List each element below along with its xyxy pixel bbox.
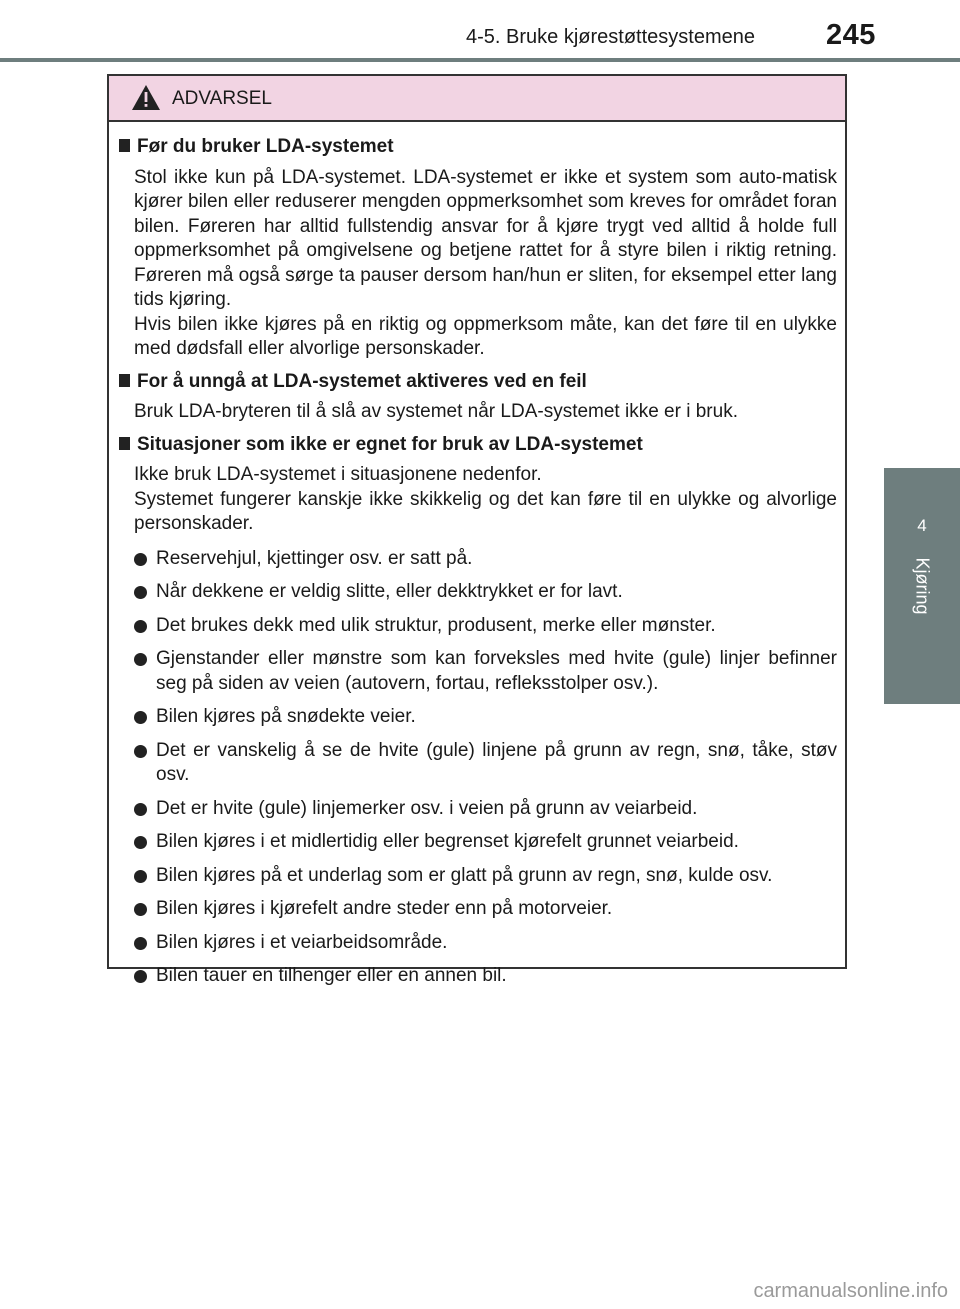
situation-list xyxy=(134,547,837,989)
page-number: 245 xyxy=(826,19,876,51)
warning-section xyxy=(119,433,837,989)
square-bullet-icon xyxy=(119,437,130,450)
bullet-dot-icon xyxy=(134,937,147,950)
section-paragraph: Systemet fungerer kanskje ikke skikkelig og det kan føre til en ulykke og alvorlige personskader. xyxy=(134,488,837,534)
list-item: Bilen kjøres på et underlag som er glatt på grunn av regn, snø, kulde osv. xyxy=(134,864,837,889)
bullet-dot-icon xyxy=(134,970,147,983)
section-paragraph: Stol ikke kun på LDA-systemet. LDA-systemet er ikke et system som auto-matisk kjører bilen eller reduserer mengden oppmerksomhet som kreves for området foran bilen. Føreren har alltid fullstendig ansvar for å kjøre trygt ved alltid å holde full oppmerksomhet på omgivelsene og betjene rattet for å styre bilen i riktig retning. Føreren må også sørge ta pauser dersom han/hun er sliten, for eksempel etter lang tids kjøring. xyxy=(134,166,837,310)
bullet-dot-icon xyxy=(134,870,147,883)
list-item: Reservehjul, kjettinger osv. er satt på. xyxy=(134,547,837,572)
list-item: Det er vanskelig å se de hvite (gule) linjene på grunn av regn, snø, tåke, støv osv. xyxy=(134,739,837,788)
warning-section xyxy=(119,370,837,425)
section-title: Før du bruker LDA-systemet xyxy=(119,135,837,160)
list-item: Bilen kjøres i et veiarbeidsområde. xyxy=(134,931,837,956)
warning-triangle-icon xyxy=(131,84,161,111)
section-paragraph: Ikke bruk LDA-systemet i situasjonene nedenfor. xyxy=(134,464,542,485)
header-divider xyxy=(0,58,960,62)
bullet-dot-icon xyxy=(134,553,147,566)
bullet-dot-icon xyxy=(134,745,147,758)
watermark: carmanualsonline.info xyxy=(753,1280,948,1302)
section-title: For å unngå at LDA-systemet aktiveres ved en feil xyxy=(119,370,837,395)
section-paragraph: Hvis bilen ikke kjøres på en riktig og oppmerksom måte, kan det føre til en ulykke med dødsfall eller alvorlige personskader. xyxy=(134,313,837,359)
chapter-heading: 4-5. Bruke kjørestøttesystemene xyxy=(466,26,755,48)
bullet-dot-icon xyxy=(134,620,147,633)
list-item: Det er hvite (gule) linjemerker osv. i veien på grunn av veiarbeid. xyxy=(134,797,837,822)
bullet-dot-icon xyxy=(134,803,147,816)
chapter-label: Kjøring xyxy=(912,557,933,615)
list-item: Gjenstander eller mønstre som kan forveksles med hvite (gule) linjer befinner seg på siden av veien (autovern, fortau, refleksstolper osv.). xyxy=(134,647,837,696)
list-item: Bilen kjøres i et midlertidig eller begrenset kjørefelt grunnet veiarbeid. xyxy=(134,830,837,855)
bullet-dot-icon xyxy=(134,711,147,724)
square-bullet-icon xyxy=(119,374,130,387)
list-item: Når dekkene er veldig slitte, eller dekktrykket er for lavt. xyxy=(134,580,837,605)
bullet-dot-icon xyxy=(134,836,147,849)
chapter-side-tab xyxy=(884,468,960,704)
warning-body xyxy=(109,122,845,989)
list-item: Det brukes dekk med ulik struktur, produsent, merke eller mønster. xyxy=(134,614,837,639)
warning-box xyxy=(107,74,847,986)
warning-section xyxy=(119,135,837,362)
section-paragraph: Bruk LDA-bryteren til å slå av systemet når LDA-systemet ikke er i bruk. xyxy=(134,401,738,422)
list-item: Bilen kjøres i kjørefelt andre steder enn på motorveier. xyxy=(134,897,837,922)
list-item: Bilen tauer en tilhenger eller en annen bil. xyxy=(134,964,837,989)
warning-label: ADVARSEL xyxy=(172,88,272,109)
square-bullet-icon xyxy=(119,139,130,152)
bullet-dot-icon xyxy=(134,653,147,666)
bullet-dot-icon xyxy=(134,586,147,599)
chapter-number: 4 xyxy=(917,516,927,535)
section-title: Situasjoner som ikke er egnet for bruk av LDA-systemet xyxy=(119,433,837,458)
warning-header xyxy=(109,76,845,122)
list-item: Bilen kjøres på snødekte veier. xyxy=(134,705,837,730)
bullet-dot-icon xyxy=(134,903,147,916)
